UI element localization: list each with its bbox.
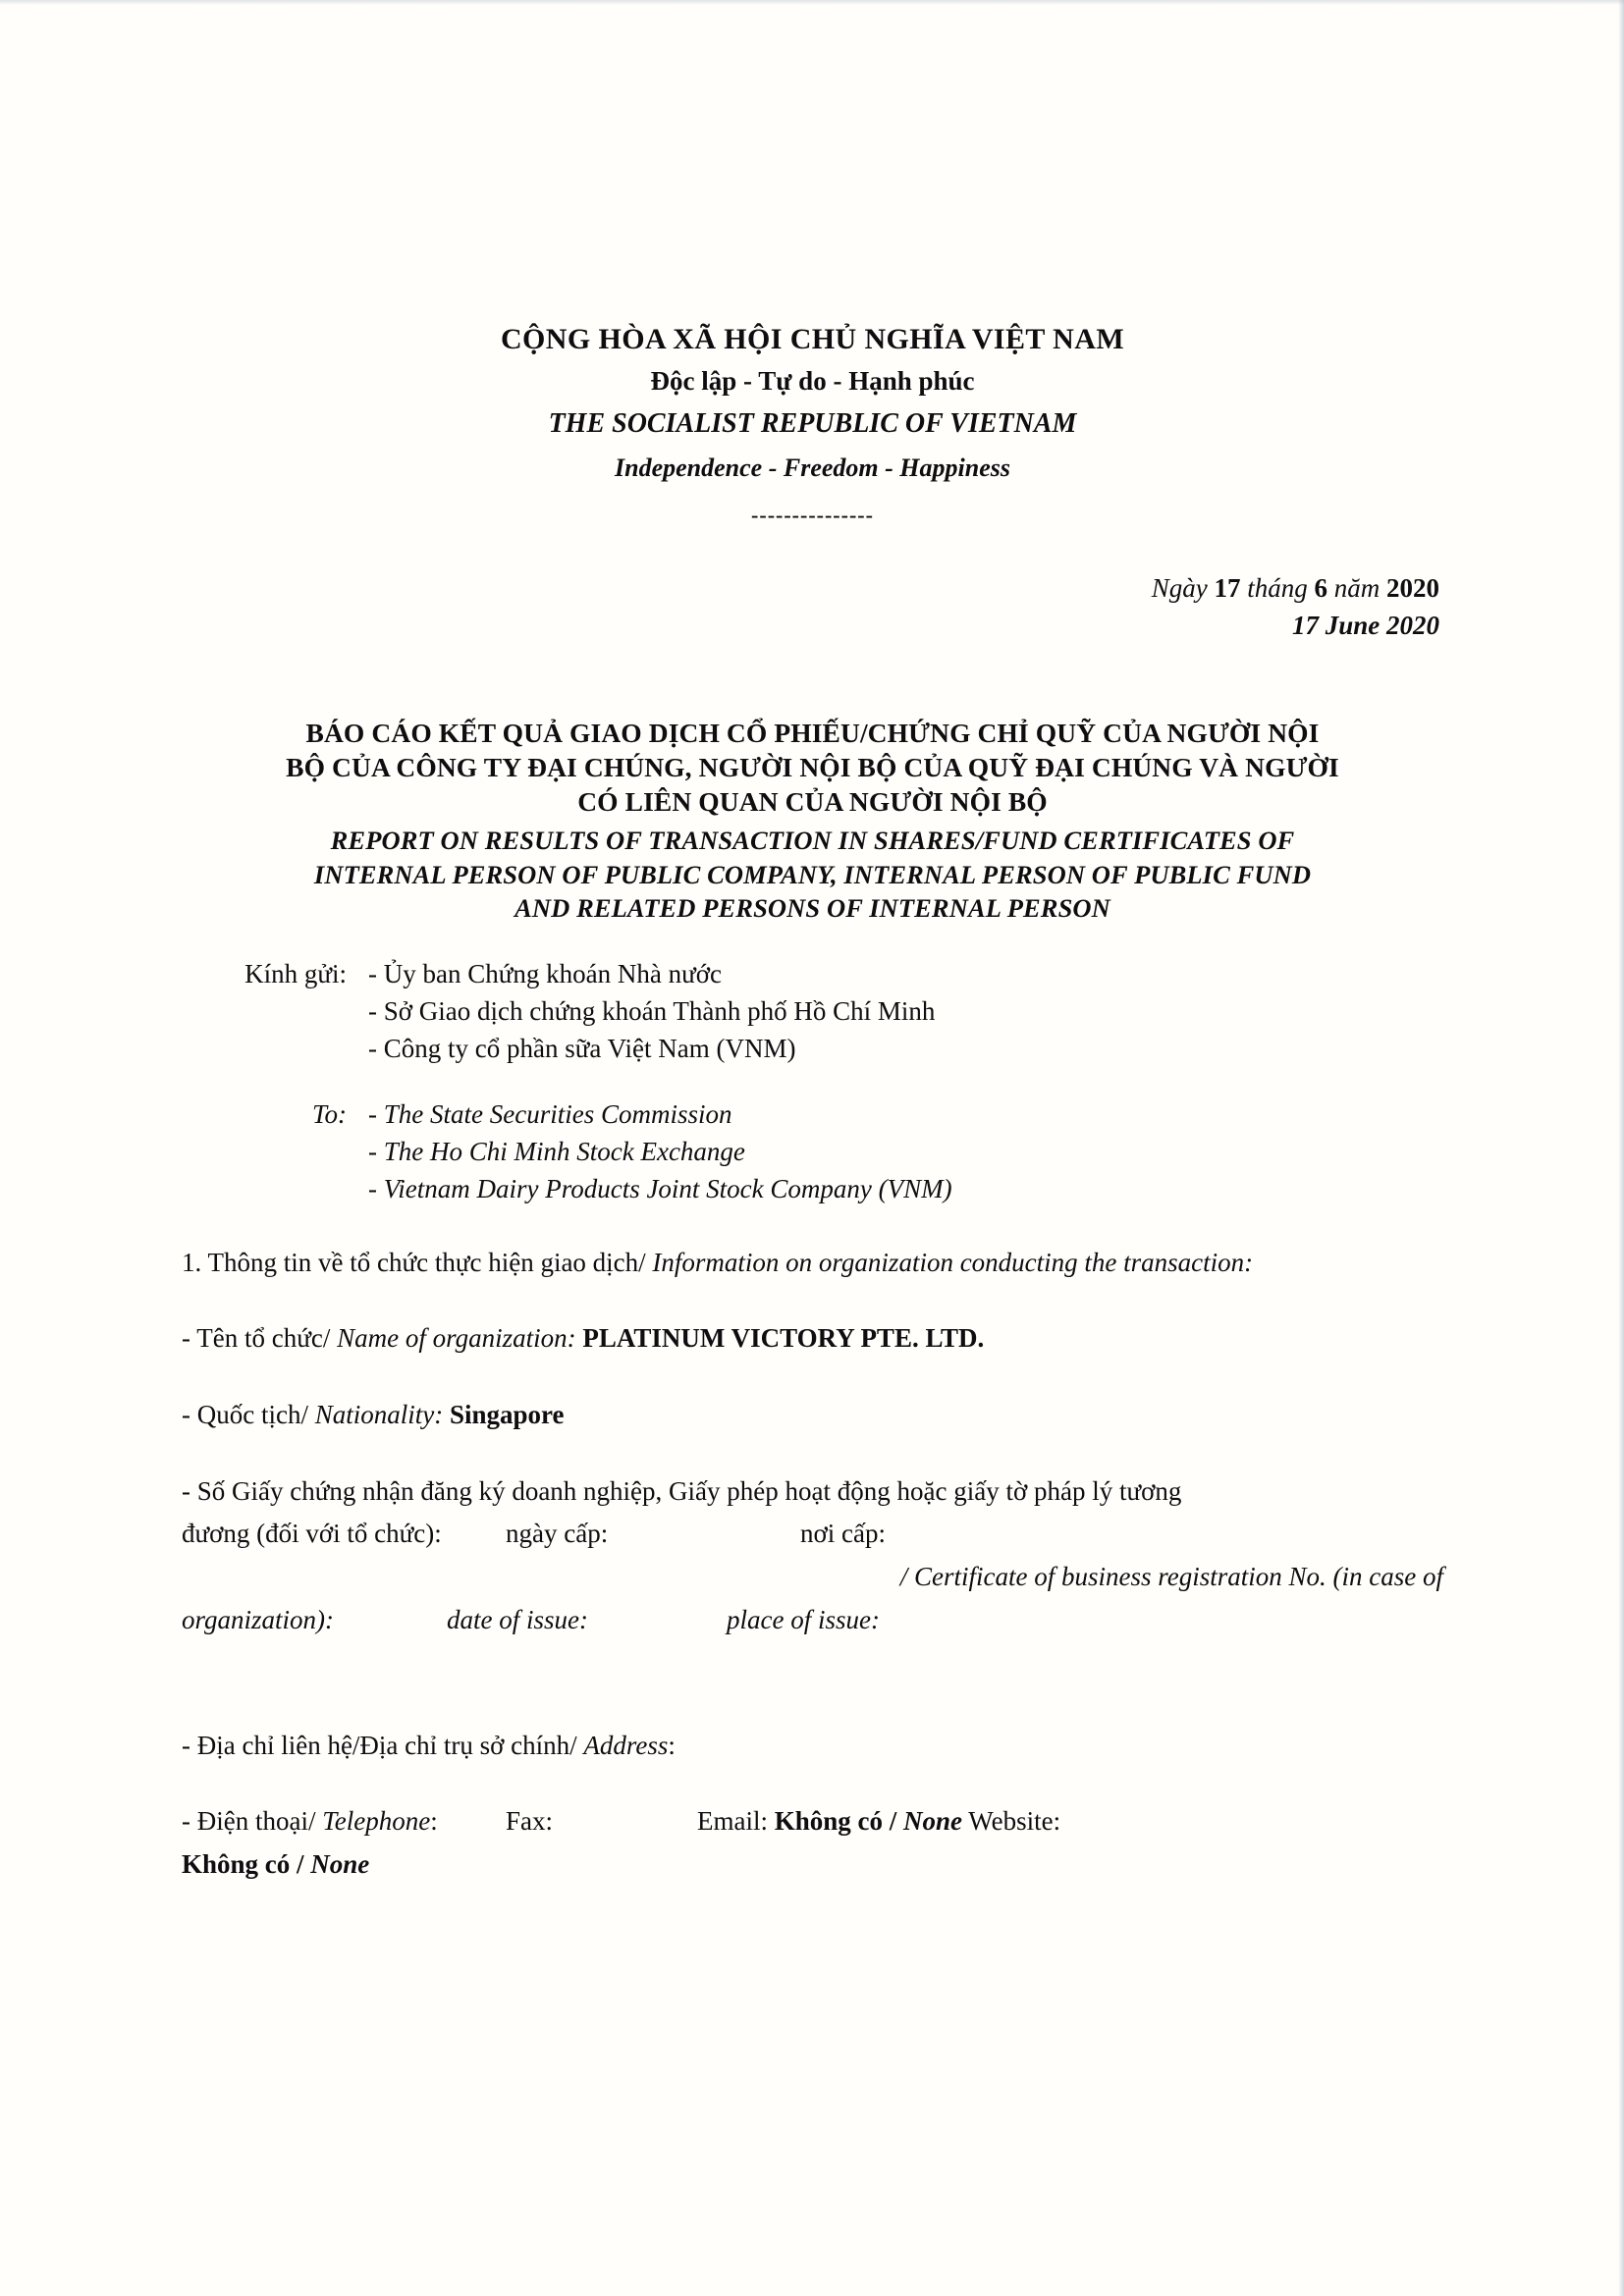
nationality-row bbox=[182, 1394, 1443, 1437]
recipient-row bbox=[182, 992, 1443, 1030]
recipient-item: - Sở Giao dịch chứng khoán Thành phố Hồ Chí Minh bbox=[368, 995, 936, 1026]
contact-line bbox=[182, 1800, 1443, 1843]
national-motto-vn: Độc lập - Tự do - Hạnh phúc bbox=[650, 366, 975, 396]
nationality-label-vn: - Quốc tịch/ bbox=[182, 1399, 315, 1429]
recipients-en-label-spacer bbox=[182, 1133, 368, 1170]
certificate-issue-date-en: date of issue: bbox=[447, 1604, 588, 1634]
recipients-en-label: To: bbox=[311, 1098, 347, 1129]
recipients-vn-label-spacer bbox=[182, 1030, 368, 1067]
section-1-heading-vn: 1. Thông tin về tổ chức thực hiện giao dịch/ bbox=[182, 1247, 653, 1277]
report-title-vn bbox=[182, 716, 1443, 820]
address-label-vn: - Địa chỉ liên hệ/Địa chỉ trụ sở chính/ bbox=[182, 1730, 584, 1760]
document-content bbox=[182, 0, 1443, 2296]
nationality-value: Singapore bbox=[443, 1399, 565, 1429]
certificate-line-en-2 bbox=[182, 1599, 1443, 1642]
recipients-en bbox=[182, 1095, 1443, 1208]
address-colon: : bbox=[668, 1730, 676, 1760]
section-1-heading bbox=[182, 1242, 1443, 1285]
national-motto-en: Independence - Freedom - Happiness bbox=[615, 454, 1010, 482]
email-value-vn: Không có bbox=[774, 1806, 884, 1837]
recipient-row bbox=[182, 1030, 1443, 1067]
email-label: Email: bbox=[697, 1806, 775, 1837]
country-name-en: THE SOCIALIST REPUBLIC OF VIETNAM bbox=[548, 408, 1077, 439]
nationality-label-en: Nationality: bbox=[314, 1399, 444, 1429]
certificate-issue-place-en: place of issue: bbox=[727, 1604, 880, 1634]
country-name-vn: CỘNG HÒA XÃ HỘI CHỦ NGHĨA VIỆT NAM bbox=[500, 323, 1125, 355]
address-label-en: Address bbox=[583, 1730, 669, 1760]
recipient-item: - Ủy ban Chứng khoán Nhà nước bbox=[368, 958, 722, 988]
date-day: 17 bbox=[1214, 573, 1241, 603]
website-value-vn: Không có bbox=[182, 1849, 291, 1880]
date-mid-thang: tháng bbox=[1240, 573, 1315, 603]
recipients-en-label-spacer bbox=[182, 1170, 368, 1207]
recipients-vn-label-spacer bbox=[182, 992, 368, 1030]
certificate-line-vn-2 bbox=[182, 1513, 1443, 1556]
date-line-en: 17 June 2020 bbox=[1291, 611, 1439, 641]
report-title-en bbox=[182, 824, 1443, 925]
section-1-heading-en: Information on organization conducting the transaction: bbox=[652, 1247, 1254, 1277]
recipient-row bbox=[182, 1170, 1443, 1207]
organization-name-row bbox=[182, 1317, 1443, 1361]
date-year: 2020 bbox=[1386, 573, 1439, 603]
report-title-vn-line1: BÁO CÁO KẾT QUẢ GIAO DỊCH CỔ PHIẾU/CHỨNG CHỈ QUỸ CỦA NGƯỜI NỘI bbox=[305, 717, 1320, 748]
report-title-vn-line2: BỘ CỦA CÔNG TY ĐẠI CHÚNG, NGƯỜI NỘI BỘ CỦA QUỸ ĐẠI CHÚNG VÀ NGƯỜI bbox=[286, 751, 1339, 782]
website-separator: / bbox=[290, 1849, 311, 1880]
organization-name-label-vn: - Tên tổ chức/ bbox=[182, 1323, 338, 1354]
certificate-equivalent-vn: đương (đối với tổ chức): bbox=[182, 1519, 442, 1549]
certificate-issue-date-vn: ngày cấp: bbox=[506, 1519, 609, 1549]
fax-label: Fax: bbox=[506, 1806, 554, 1837]
scan-edge-right bbox=[1618, 0, 1624, 2296]
date-block bbox=[182, 569, 1443, 645]
organization-name-label-en: Name of organization: bbox=[337, 1323, 576, 1354]
heading-divider: --------------- bbox=[751, 503, 874, 527]
date-line-vn bbox=[182, 569, 1439, 607]
website-value-en: None bbox=[310, 1849, 370, 1880]
certificate-issue-place-vn: nơi cấp: bbox=[800, 1519, 886, 1549]
recipient-item: - The Ho Chi Minh Stock Exchange bbox=[368, 1136, 745, 1166]
report-title bbox=[182, 716, 1443, 926]
certificate-block bbox=[182, 1470, 1443, 1642]
date-mid-nam: năm bbox=[1327, 573, 1386, 603]
date-month: 6 bbox=[1314, 573, 1327, 603]
telephone-field bbox=[182, 1800, 506, 1843]
report-title-en-line1: REPORT ON RESULTS OF TRANSACTION IN SHARES/FUND CERTIFICATES OF bbox=[330, 826, 1295, 856]
recipients-vn-label: Kính gửi: bbox=[244, 958, 347, 988]
telephone-label-vn: - Điện thoại/ bbox=[182, 1806, 323, 1837]
recipient-item: - Vietnam Dairy Products Joint Stock Company (VNM) bbox=[368, 1174, 952, 1204]
telephone-colon: : bbox=[430, 1806, 438, 1837]
national-heading bbox=[182, 325, 1443, 526]
recipient-row bbox=[182, 1133, 1443, 1170]
contact-row bbox=[182, 1800, 1443, 1886]
report-title-vn-line3: CÓ LIÊN QUAN CỦA NGƯỜI NỘI BỘ bbox=[577, 786, 1048, 818]
recipient-item: - The State Securities Commission bbox=[368, 1098, 732, 1129]
organization-name-value: PLATINUM VICTORY PTE. LTD. bbox=[575, 1323, 985, 1354]
certificate-line-en-1: / Certificate of business registration No. (in case of bbox=[899, 1562, 1443, 1592]
report-title-en-line3: AND RELATED PERSONS OF INTERNAL PERSON bbox=[514, 893, 1110, 924]
document-body bbox=[182, 1242, 1443, 1887]
certificate-organization-en: organization): bbox=[182, 1604, 334, 1634]
email-separator: / bbox=[883, 1806, 904, 1837]
recipients-vn bbox=[182, 955, 1443, 1068]
email-value-en: None bbox=[903, 1806, 963, 1837]
recipient-item: - Công ty cổ phần sữa Việt Nam (VNM) bbox=[368, 1034, 796, 1064]
certificate-line-vn-1: - Số Giấy chứng nhận đăng ký doanh nghiệp, Giấy phép hoạt động hoặc giấy tờ pháp lý tương bbox=[182, 1475, 1182, 1506]
address-row bbox=[182, 1725, 1443, 1768]
recipient-row bbox=[182, 1095, 1443, 1133]
recipient-row bbox=[182, 955, 1443, 992]
telephone-label-en: Telephone bbox=[322, 1806, 431, 1837]
report-title-en-line2: INTERNAL PERSON OF PUBLIC COMPANY, INTERNAL PERSON OF PUBLIC FUND bbox=[313, 859, 1312, 889]
email-website-field bbox=[697, 1800, 1443, 1843]
date-prefix-vn: Ngày bbox=[1151, 573, 1215, 603]
website-value-line bbox=[182, 1843, 1443, 1887]
website-label: Website: bbox=[962, 1806, 1061, 1837]
